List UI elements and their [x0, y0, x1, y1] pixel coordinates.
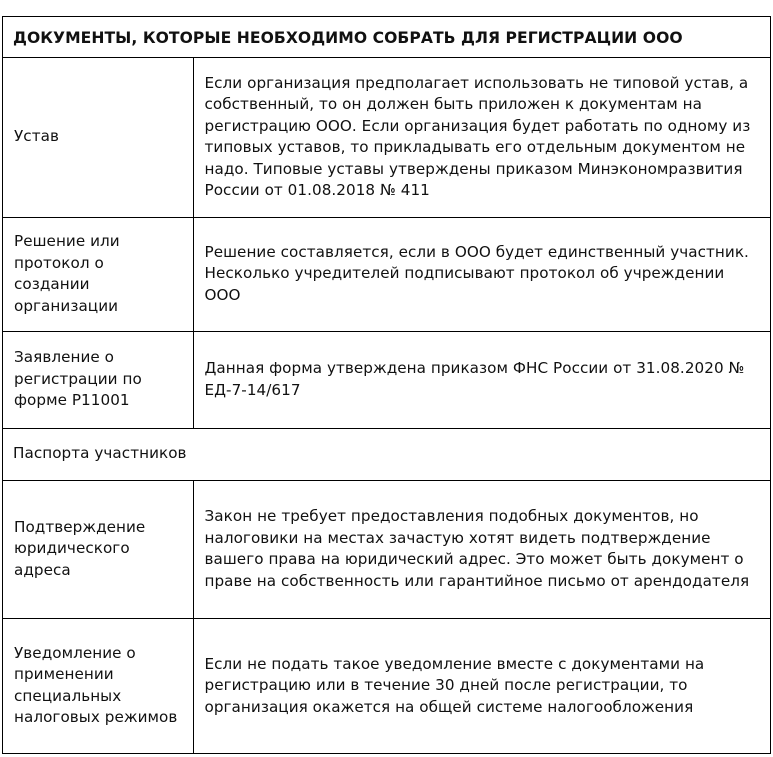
table-row	[3, 480, 770, 618]
document-name: Заявление о регистрации по форме Р11001	[3, 331, 193, 428]
documents-table-wrapper	[2, 16, 771, 754]
table-title: ДОКУМЕНТЫ, КОТОРЫЕ НЕОБХОДИМО СОБРАТЬ ДЛЯ РЕГИСТРАЦИИ ООО	[3, 17, 770, 57]
document-comment: Закон не требует предоставления подобных документов, но налоговики на местах зачастую хотят видеть подтверждение вашего права на юридический адрес. Это может быть документ о праве на собственность или гарантийное письмо от арендодателя	[193, 480, 770, 618]
table-row	[3, 428, 770, 480]
document-comment: Данная форма утверждена приказом ФНС России от 31.08.2020 № ЕД-7-14/617	[193, 331, 770, 428]
document-name: Устав	[3, 57, 193, 217]
document-name: Уведомление о применении специальных налоговых режимов	[3, 618, 193, 753]
table-row	[3, 57, 770, 217]
document-comment: Решение составляется, если в ООО будет единственный участник. Несколько учредителей подписывают протокол об учреждении ООО	[193, 217, 770, 331]
table-header-row	[3, 17, 770, 57]
document-comment: Если не подать такое уведомление вместе с документами на регистрацию или в течение 30 дней после регистрации, то организация окажется на общей системе налогообложения	[193, 618, 770, 753]
table-row	[3, 217, 770, 331]
document-name: Подтверждение юридического адреса	[3, 480, 193, 618]
document-name: Решение или протокол о создании организации	[3, 217, 193, 331]
table-row	[3, 331, 770, 428]
document-comment: Если организация предполагает использовать не типовой устав, а собственный, то он должен быть приложен к документам на регистрацию ООО. Если организация будет работать по одному из типовых уставов, то прикладывать его отдельным документом не надо. Типовые уставы утверждены приказом Минэкономразвития России от 01.08.2018 № 411	[193, 57, 770, 217]
table-row	[3, 618, 770, 753]
document-name: Паспорта участников	[3, 428, 770, 480]
documents-table	[3, 17, 770, 753]
